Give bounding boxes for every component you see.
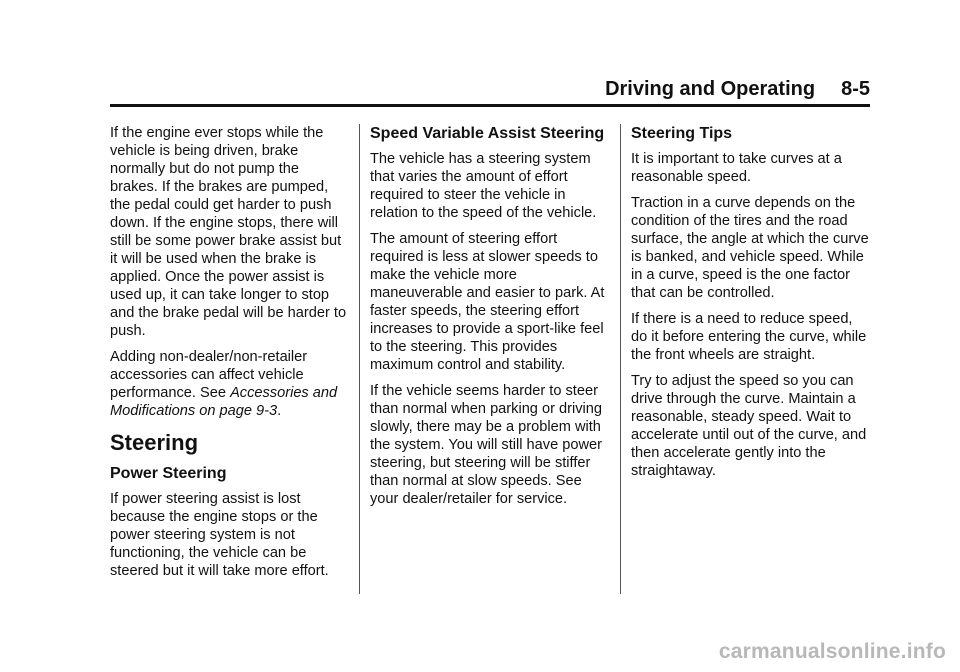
header-rule — [110, 104, 870, 107]
accessories-link[interactable]: Accessories and Modifications on page 9-3 — [110, 385, 338, 419]
steering-tips-paragraph-1: It is important to take curves at a reasonable speed. — [631, 151, 842, 185]
steering-tips-paragraph-3: If there is a need to reduce speed, do it before entering the curve, while the front wheels are straight. — [631, 311, 867, 363]
section-title: Driving and Operating — [605, 78, 816, 100]
page-number: 8-5 — [841, 78, 870, 100]
column-divider-2 — [620, 124, 621, 594]
watermark-text: carmanualsonline.info — [718, 640, 946, 663]
speed-variable-paragraph-3: If the vehicle seems harder to steer than normal when parking or driving slowly, there may be a problem with the system. You will still have power steering, but steering will be stiffer than normal at slow speeds. See your dealer/retailer for service. — [370, 383, 603, 507]
engine-stops-paragraph: If the engine ever stops while the vehicle is being driven, brake normally but do not pump the brakes. If the brakes are pumped, the pedal could get harder to push down. If the engine stops, there will still be some power brake assist but it will be used when the brake is applied. Once the power assist is used up, it can take longer to stop and the brake pedal will be harder to push. — [110, 125, 347, 339]
speed-variable-heading: Speed Variable Assist Steering — [370, 125, 605, 142]
power-steering-paragraph: If power steering assist is lost because the engine stops or the power steering system is not functioning, the vehicle can be steered but it will take more effort. — [110, 491, 329, 579]
column-divider-1 — [359, 124, 360, 594]
accessories-text: Adding non-dealer/non-retailer accessories can affect vehicle performance. See — [110, 349, 308, 401]
steering-tips-paragraph-4: Try to adjust the speed so you can drive through the curve. Maintain a reasonable, steady speed. Wait to accelerate until out of the curve, and then accelerate gently into the straightaway. — [631, 373, 867, 479]
page-header — [110, 78, 870, 104]
steering-tips-paragraph-2: Traction in a curve depends on the condition of the tires and the road surface, the angle at which the curve is banked, and vehicle speed. While in a curve, speed is the one factor that can be controlled. — [631, 195, 869, 301]
steering-heading: Steering — [110, 430, 199, 455]
accessories-end: . — [277, 403, 282, 419]
speed-variable-paragraph-1: The vehicle has a steering system that varies the amount of effort required to steer the vehicle in relation to the speed of the vehicle. — [370, 151, 597, 221]
speed-variable-paragraph-2: The amount of steering effort required is less at slower speeds to make the vehicle more maneuverable and easier to park. At faster speeds, the steering effort increases to provide a sport-like feel to the steering. This provides maximum control and stability. — [370, 231, 605, 373]
power-steering-heading: Power Steering — [110, 465, 227, 482]
column-2 — [370, 124, 608, 516]
steering-tips-heading: Steering Tips — [631, 125, 733, 142]
column-3 — [631, 124, 869, 488]
accessories-paragraph — [110, 348, 348, 420]
column-1 — [110, 124, 348, 588]
